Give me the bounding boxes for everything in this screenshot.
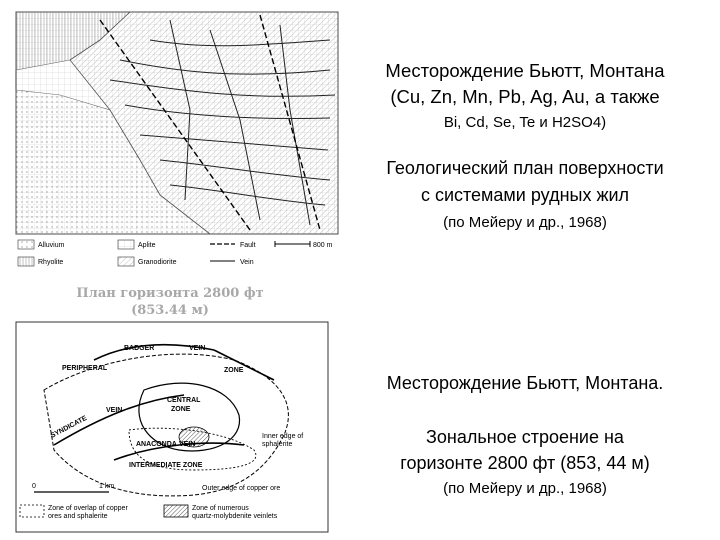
legend-quartz-2: quartz-molybdenite veinlets <box>192 513 278 520</box>
deposit-title-bottom: Месторождение Бьютт, Монтана. <box>386 373 664 393</box>
plan-caption-citation: (по Мейеру и др., 1968) <box>443 214 607 231</box>
legend-fault: Fault <box>240 242 256 249</box>
label-inner-edge-2: sphalerite <box>262 441 293 448</box>
label-central-2: ZONE <box>171 406 191 413</box>
label-peripheral: PERIPHERAL <box>62 365 108 372</box>
label-intermediate-zone: INTERMEDIATE ZONE <box>129 462 203 469</box>
zonal-caption-line-1: Зональное строение на <box>426 427 624 447</box>
legend-alluvium: Alluvium <box>38 242 65 249</box>
plan-caption-line-2: с системами рудных жил <box>420 185 630 205</box>
plan-caption-line-1: Геологический план поверхности <box>386 158 664 178</box>
label-badger: BADGER <box>124 345 155 352</box>
geologic-plan-caption <box>350 155 700 236</box>
label-vein-syndicate: VEIN <box>106 407 123 414</box>
label-vein-top: VEIN <box>189 345 206 352</box>
zonal-caption-line-2: горизонте 2800 фт (853, 44 м) <box>400 453 650 473</box>
label-vein-anaconda: VEIN <box>179 441 196 448</box>
zonal-caption-citation: (по Мейеру и др., 1968) <box>443 480 607 497</box>
deposit-title-line: Месторождение Бьютт, Монтана <box>385 60 665 81</box>
peripheral-zone-boundary <box>44 354 288 496</box>
zonal-structure-map <box>14 320 334 538</box>
legend-aplite: Aplite <box>138 242 156 249</box>
label-anaconda: ANACONDA <box>136 441 177 448</box>
legend-overlap-2: ores and sphalerite <box>48 513 108 520</box>
label-central-1: CENTRAL <box>167 397 201 404</box>
deposit-title-top <box>350 58 700 136</box>
legend-granodiorite: Granodiorite <box>138 259 177 266</box>
label-syndicate: SYNDICATE <box>49 414 89 440</box>
level-plan-line-2: (853.44 м) <box>131 303 209 318</box>
legend-vein: Vein <box>240 259 254 266</box>
level-plan-line-1: План горизонта 2800 фт <box>76 286 264 301</box>
legend-overlap-1: Zone of overlap of copper <box>48 505 128 512</box>
geologic-surface-map <box>10 0 350 285</box>
zonal-structure-caption <box>350 424 700 502</box>
level-plan-label <box>60 285 280 319</box>
geologic-map-legend <box>18 240 333 266</box>
legend-rhyolite: Rhyolite <box>38 259 64 266</box>
label-inner-edge-1: Inner edge of <box>262 433 304 440</box>
legend-scale: 800 m <box>313 242 333 249</box>
label-outer-edge: Outer edge of copper ore <box>202 485 281 492</box>
metals-line-2: Bi, Cd, Se, Te и H2SO4) <box>443 114 607 131</box>
legend-quartz-1: Zone of numerous <box>192 505 249 512</box>
scale-km: 1 km <box>99 483 115 490</box>
scale-zero: 0 <box>32 483 36 490</box>
metals-line: (Cu, Zn, Mn, Pb, Ag, Au, а также <box>390 86 660 107</box>
label-zone-top: ZONE <box>224 367 244 374</box>
